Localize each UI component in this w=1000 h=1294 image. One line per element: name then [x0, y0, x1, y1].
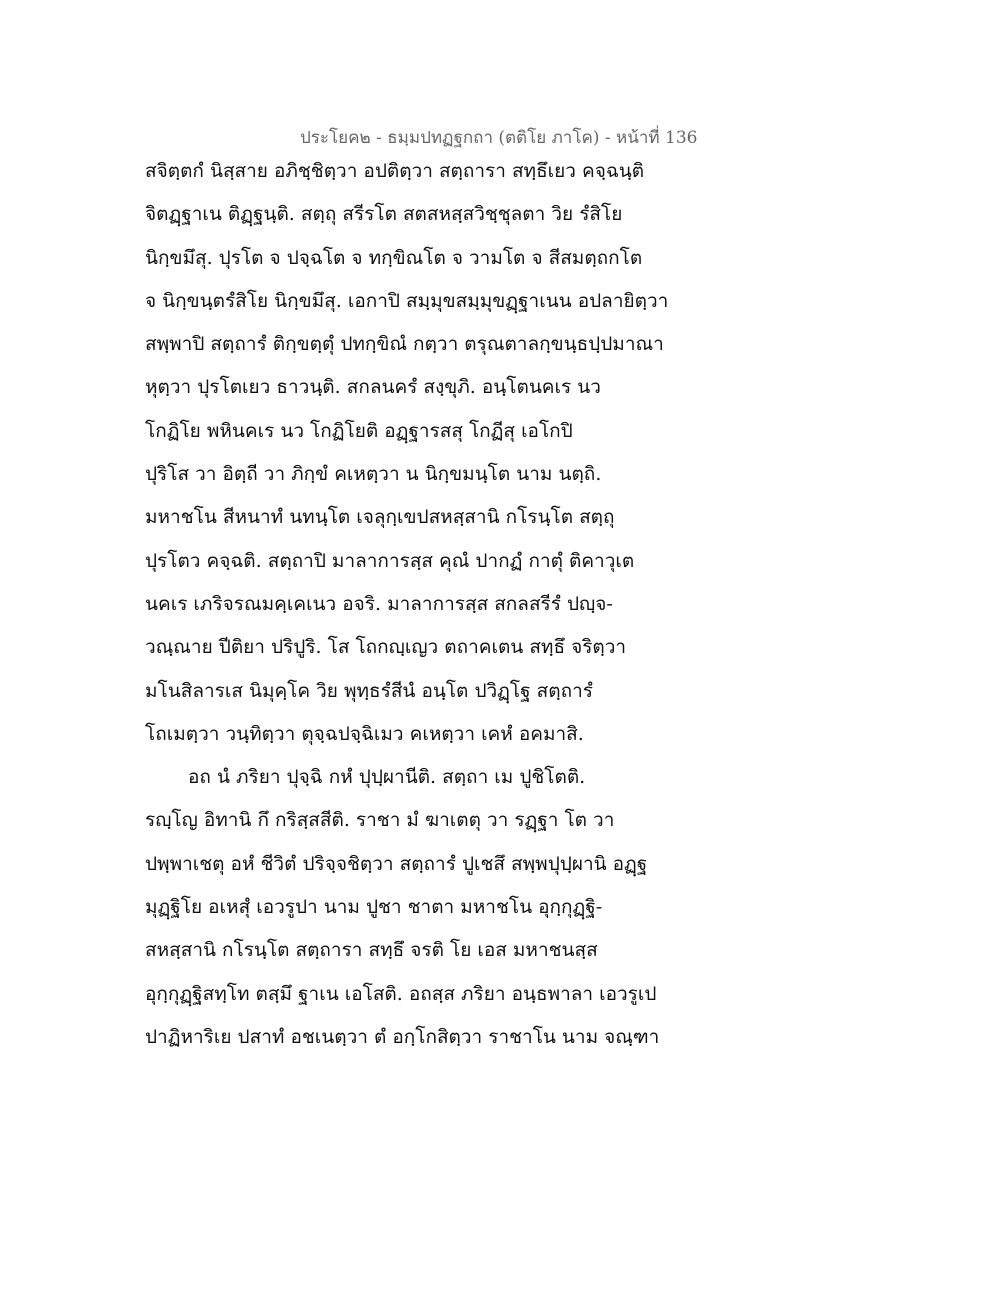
text-line: ปุรโตว คจฺฉติ. สตฺถาปิ มาลาการสฺส คุณํ ปากฏํ กาตุํ ติคาวุเต [145, 549, 635, 572]
text-line: มหาชโน สีหนาทํ นทนฺโต เจลุกฺเขปสหสฺสานิ กโรนฺโต สตฺถุ [145, 506, 615, 529]
text-line: นิกฺขมึสุ. ปุรโต จ ปจฺฉโต จ ทกฺขิณโต จ วามโต จ สีสมตฺถกโต [145, 246, 643, 269]
text-line: สจิตฺตกํ นิสฺสาย อภิชฺชิตฺวา อปติตฺวา สตฺถารา สทฺธึเยว คจฺฉนฺติ [145, 160, 645, 182]
text-line: วณฺณาย ปีติยา ปริปูริ. โส โถกญฺเญว ตถาคเตน สทฺธึ จริตฺวา [145, 636, 627, 659]
text-line: ปุริโส วา อิตฺถี วา ภิกฺขํ คเหตฺวา น นิกฺขมนฺโต นาม นตฺถิ. [145, 463, 602, 486]
running-header: ประโยค๒ - ธมฺมปทฏฐกถา (ตติโย ภาโค) - หน้าที่ 136 [300, 128, 698, 148]
text-line: มโนสิลารเส นิมุคฺโค วิย พุทฺธรํสีนํ อนฺโต ปวิฏฺโฐ สตฺถารํ [145, 679, 593, 702]
paragraph-first-line: อถ นํ ภริยา ปุจฺฉิ กหํ ปุปฺผานีติ. สตฺถา เม ปูชิโตติ. [188, 766, 586, 789]
text-line: ปพฺพาเชตุ อหํ ชีวิตํ ปริจฺจชิตฺวา สตฺถารํ ปูเชสึ สพฺพปุปฺผานิ อฏฺฐ [145, 852, 648, 875]
text-line: รญฺโญ อิทานิ กึ กริสฺสสีติ. ราชา มํ ฆาเตตุ วา รฏฺฐา โต วา [145, 809, 615, 832]
text-line: สพฺพาปิ สตฺถารํ ติกฺขตฺตุํ ปทกฺขิณํ กตฺวา ตรุณตาลกฺขนฺธปฺปมาณา [145, 333, 664, 356]
text-line: อุกฺกุฏฺฐิสทฺโท ตสฺมึ ฐาเน เอโสติ. อถสฺส ภริยา อนฺธพาลา เอวรูเป [145, 982, 657, 1005]
text-line: มุฏฺฐิโย อเหสุํ เอวรูปา นาม ปูชา ชาตา มหาชโน อุกฺกุฏฺฐิ- [145, 896, 603, 919]
text-line: นคเร เภริจรณมคฺเคเนว อจริ. มาลาการสฺส สกลสรีรํ ปญฺจ- [145, 592, 613, 615]
text-line: สหสฺสานิ กโรนฺโต สตฺถารา สทฺธึ จรติ โย เอส มหาชนสฺส [145, 939, 598, 962]
body-text [145, 150, 705, 1059]
text-line: จ นิกฺขนฺตรํสิโย นิกฺขมึสุ. เอกาปิ สมฺมุขสมฺมุขฏฺฐาเนน อปลายิตฺวา [145, 289, 669, 312]
text-line: โกฏิโย พหินคเร นว โกฏิโยติ อฏฺฐารสสุ โกฏีสุ เอโกปิ [145, 419, 573, 442]
text-line: โถเมตฺวา วนฺทิตฺวา ตุจฺฉปจฺฉิเมว คเหตฺวา เคหํ อคมาสิ. [145, 722, 584, 745]
text-line: จิตฏฺฐาเน ติฏฺฐนฺติ. สตฺถุ สรีรโต สตสหสฺสวิชฺชุลตา วิย รํสิโย [145, 203, 623, 226]
text-line: ปาฏิหาริเย ปสาทํ อชเนตฺวา ตํ อกฺโกสิตฺวา ราชาโน นาม จณฺฑา [145, 1025, 660, 1048]
text-line: หุตฺวา ปุรโตเยว ธาวนฺติ. สกลนครํ สงฺขุภิ. อนฺโตนคเร นว [145, 376, 601, 399]
